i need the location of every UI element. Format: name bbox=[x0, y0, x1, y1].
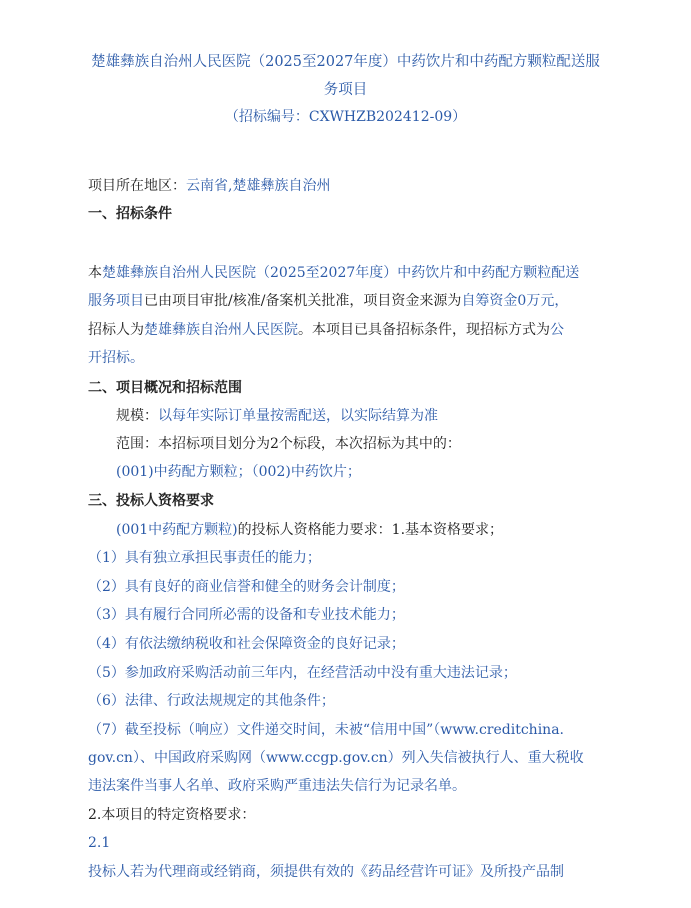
range-row: 范围：本招标项目划分为2个标段，本次招标为其中的： bbox=[116, 436, 461, 452]
special-requirements-heading: 2.本项目的特定资格要求： bbox=[88, 807, 256, 823]
qualification-item: （2）具有良好的商业信誉和健全的财务会计制度； bbox=[88, 579, 405, 595]
text-run: 的投标人资格能力要求：1.基本资格要求； bbox=[237, 522, 504, 538]
subsection-number: 2.1 bbox=[88, 835, 111, 851]
section1-line3 bbox=[88, 321, 564, 339]
qualification-item-cont: 违法案件当事人名单、政府采购严重违法失信行为记录名单。 bbox=[88, 778, 466, 794]
text-run: 。本项目已具备招标条件，现招标方式为 bbox=[298, 322, 550, 338]
tenderer-name: 楚雄彝族自治州人民医院 bbox=[144, 322, 298, 338]
doc-title-line2: 务项目 bbox=[323, 82, 368, 98]
tender-number: （招标编号：CXWHZB202412-09） bbox=[224, 109, 467, 125]
scale-row bbox=[116, 407, 438, 425]
section1-line4: 开招标。 bbox=[88, 350, 144, 366]
qualification-item: （1）具有独立承担民事责任的能力； bbox=[88, 550, 321, 566]
doc-title-line1: 楚雄彝族自治州人民医院（2025至2027年度）中药饮片和中药配方颗粒配送服 bbox=[91, 54, 600, 70]
requirement-text: 投标人若为代理商或经销商，须提供有效的《药品经营许可证》及所投产品制 bbox=[88, 864, 564, 880]
qualification-item: （4）有依法缴纳税收和社会保障资金的良好记录； bbox=[88, 636, 405, 652]
section3-heading: 三、投标人资格要求 bbox=[88, 493, 214, 509]
text-run: 招标人为 bbox=[88, 322, 144, 338]
region-row bbox=[88, 177, 330, 195]
region-value: 云南省,楚雄彝族自治州 bbox=[186, 178, 331, 194]
lots-row: (001)中药配方颗粒；（002)中药饮片； bbox=[116, 464, 361, 480]
qualification-item: （6）法律、行政法规规定的其他条件； bbox=[88, 693, 335, 709]
project-name-end: 服务项目 bbox=[88, 293, 144, 309]
section3-intro bbox=[116, 521, 503, 539]
qualification-item: （3）具有履行合同所必需的设备和专业技术能力； bbox=[88, 607, 405, 623]
section2-heading: 二、项目概况和招标范围 bbox=[88, 380, 242, 396]
qualification-item-cont: gov.cn）、中国政府采购网（www.ccgp.gov.cn）列入失信被执行人、重大税收 bbox=[88, 750, 584, 766]
text-run: 本 bbox=[88, 265, 102, 281]
scale-label: 规模： bbox=[116, 408, 158, 424]
tender-method: 公 bbox=[550, 322, 564, 338]
qualification-item: （5）参加政府采购活动前三年内，在经营活动中没有重大违法记录； bbox=[88, 665, 517, 681]
qualification-item: （7）截至投标（响应）文件递交时间，未被“信用中国”（www.creditchina. bbox=[88, 722, 564, 738]
funding-source: 自筹资金0万元， bbox=[461, 293, 569, 309]
project-name: 楚雄彝族自治州人民医院（2025至2027年度）中药饮片和中药配方颗粒配送 bbox=[102, 265, 580, 281]
section1-heading: 一、招标条件 bbox=[88, 206, 172, 222]
text-run: 已由项目审批/核准/备案机关批准，项目资金来源为 bbox=[144, 293, 462, 309]
section1-line2 bbox=[88, 292, 568, 310]
scale-value: 以每年实际订单量按需配送，以实际结算为准 bbox=[158, 408, 438, 424]
section1-line1 bbox=[88, 264, 579, 282]
lot-name: (001中药配方颗粒) bbox=[116, 522, 238, 538]
region-label: 项目所在地区： bbox=[88, 178, 186, 194]
